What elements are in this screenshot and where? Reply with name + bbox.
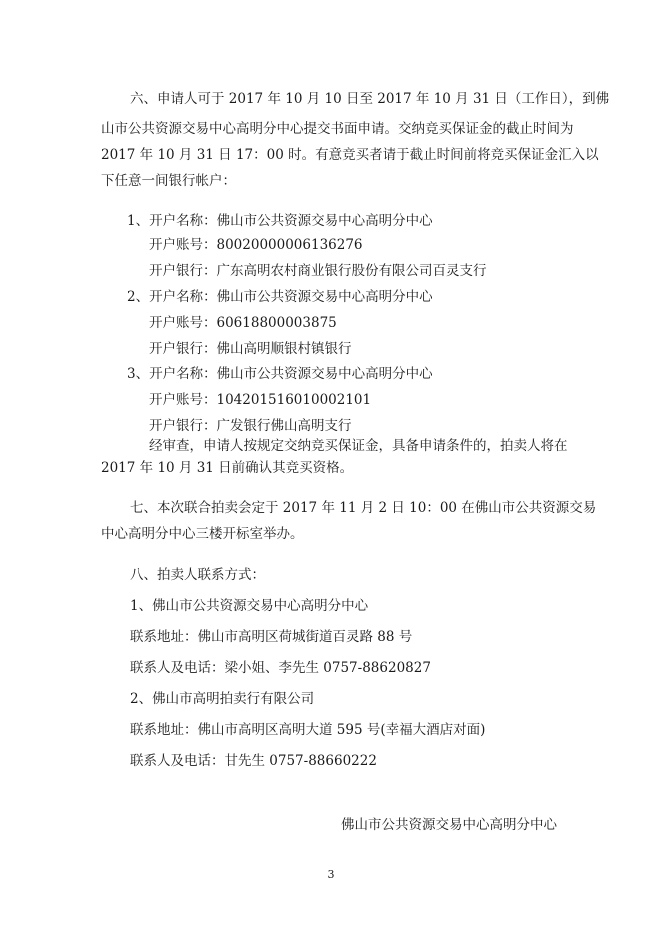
contact-2-phone: 联系人及电话：甘先生 0757-88660222 <box>130 753 377 769</box>
page-number: 3 <box>327 868 335 881</box>
contact-1-address: 联系地址：佛山市高明区荷城街道百灵路 88 号 <box>130 629 413 645</box>
section6-line-3: 2017 年 10 月 31 日 17：00 时。有意竞买者请于截止时间前将竞买保证金汇入以 <box>101 147 599 163</box>
section6-line-1: 六、申请人可于 2017 年 10 月 10 日至 2017 年 10 月 31 日（工作日），到佛 <box>130 91 610 107</box>
contact-2-address: 联系地址：佛山市高明区高明大道 595 号(幸福大酒店对面) <box>130 722 486 738</box>
account-1-number: 开户账号：80020000006136276 <box>149 237 363 253</box>
section7-line-2: 中心高明分中心三楼开标室举办。 <box>101 526 304 542</box>
account-1-name: 1、开户名称：佛山市公共资源交易中心高明分中心 <box>127 213 433 229</box>
contact-1-org: 1、佛山市公共资源交易中心高明分中心 <box>130 598 369 614</box>
contact-1-phone: 联系人及电话：梁小姐、李先生 0757-88620827 <box>130 660 431 676</box>
section7-line-1: 七、本次联合拍卖会定于 2017 年 11 月 2 日 10：00 在佛山市公共资源交易 <box>130 500 597 516</box>
account-3-name: 3、开户名称：佛山市公共资源交易中心高明分中心 <box>127 366 433 382</box>
account-2-number: 开户账号：60618800003875 <box>149 315 337 331</box>
review-line-1: 经审查，申请人按规定交纳竞买保证金，具备申请条件的，拍卖人将在 <box>149 438 568 454</box>
contact-2-org: 2、佛山市高明拍卖行有限公司 <box>130 691 315 707</box>
section6-line-2: 山市公共资源交易中心高明分中心提交书面申请。交纳竞买保证金的截止时间为 <box>101 121 574 137</box>
account-3-bank: 开户银行：广发银行佛山高明支行 <box>149 418 352 434</box>
account-1-bank: 开户银行：广东高明农村商业银行股份有限公司百灵支行 <box>149 263 487 279</box>
signature: 佛山市公共资源交易中心高明分中心 <box>341 817 557 833</box>
account-2-bank: 开户银行：佛山高明顺银村镇银行 <box>149 341 352 357</box>
section8-title: 八、拍卖人联系方式： <box>130 567 265 583</box>
account-2-name: 2、开户名称：佛山市公共资源交易中心高明分中心 <box>127 289 433 305</box>
section6-line-4: 下任意一间银行帐户： <box>101 173 236 189</box>
review-line-2: 2017 年 10 月 31 日前确认其竞买资格。 <box>101 460 354 476</box>
account-3-number: 开户账号：104201516010002101 <box>149 392 372 408</box>
